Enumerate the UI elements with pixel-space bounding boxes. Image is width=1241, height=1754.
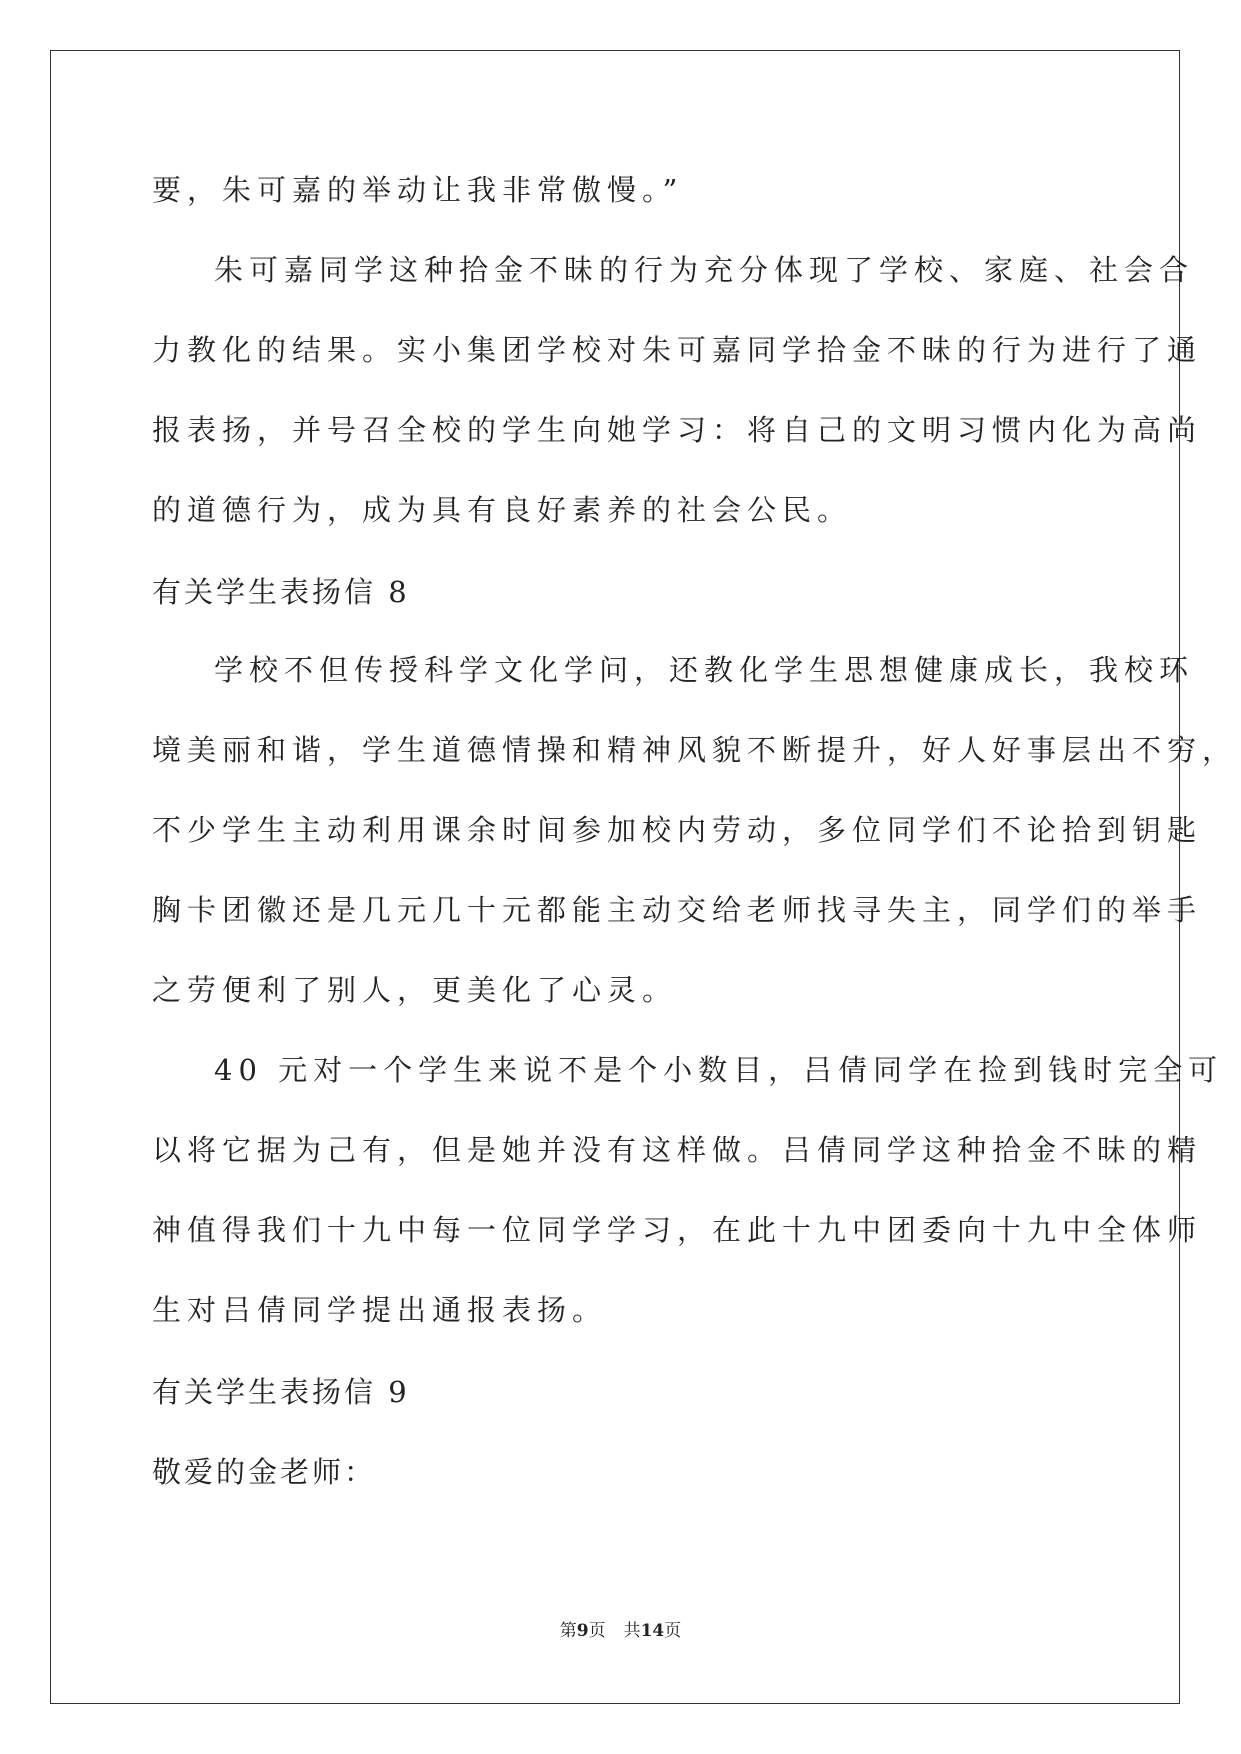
text-line: 胸卡团徽还是几元几十元都能主动交给老师找寻失主，同学们的举手 bbox=[152, 893, 1203, 927]
text-line: 40 元对一个学生来说不是个小数目，吕倩同学在捡到钱时完全可 bbox=[214, 1053, 1224, 1087]
section-heading: 有关学生表扬信 9 bbox=[152, 1375, 410, 1409]
text-line: 之劳便利了别人，更美化了心灵。 bbox=[152, 973, 678, 1007]
page-prefix: 第 bbox=[559, 1621, 577, 1641]
page-footer bbox=[0, 1616, 1241, 1641]
total-suffix: 页 bbox=[664, 1621, 682, 1641]
text-line: 神值得我们十九中每一位同学学习，在此十九中团委向十九中全体师 bbox=[152, 1213, 1203, 1247]
total-pages: 14 bbox=[640, 1621, 665, 1641]
salutation: 敬爱的金老师： bbox=[152, 1455, 377, 1489]
total-prefix: 共 bbox=[623, 1621, 641, 1641]
text-line: 力教化的结果。实小集团学校对朱可嘉同学拾金不昧的行为进行了通 bbox=[152, 333, 1203, 367]
text-line: 朱可嘉同学这种拾金不昧的行为充分体现了学校、家庭、社会合 bbox=[214, 253, 1195, 287]
text-line: 的道德行为，成为具有良好素养的社会公民。 bbox=[152, 493, 853, 527]
text-line: 境美丽和谐，学生道德情操和精神风貌不断提升，好人好事层出不穷， bbox=[152, 733, 1238, 767]
text-line: 生对吕倩同学提出通报表扬。 bbox=[152, 1293, 608, 1327]
section-heading: 有关学生表扬信 8 bbox=[152, 575, 410, 609]
text-line: 不少学生主动利用课余时间参加校内劳动，多位同学们不论拾到钥匙 bbox=[152, 813, 1203, 847]
text-line: 学校不但传授科学文化学问，还教化学生思想健康成长，我校环 bbox=[214, 653, 1195, 687]
page-number: 9 bbox=[576, 1621, 589, 1641]
text-line: 以将它据为己有，但是她并没有这样做。吕倩同学这种拾金不昧的精 bbox=[152, 1133, 1203, 1167]
text-line: 报表扬，并号召全校的学生向她学习：将自己的文明习惯内化为高尚 bbox=[152, 413, 1203, 447]
text-line: 要，朱可嘉的举动让我非常傲慢。” bbox=[152, 173, 684, 207]
page-suffix: 页 bbox=[588, 1621, 606, 1641]
